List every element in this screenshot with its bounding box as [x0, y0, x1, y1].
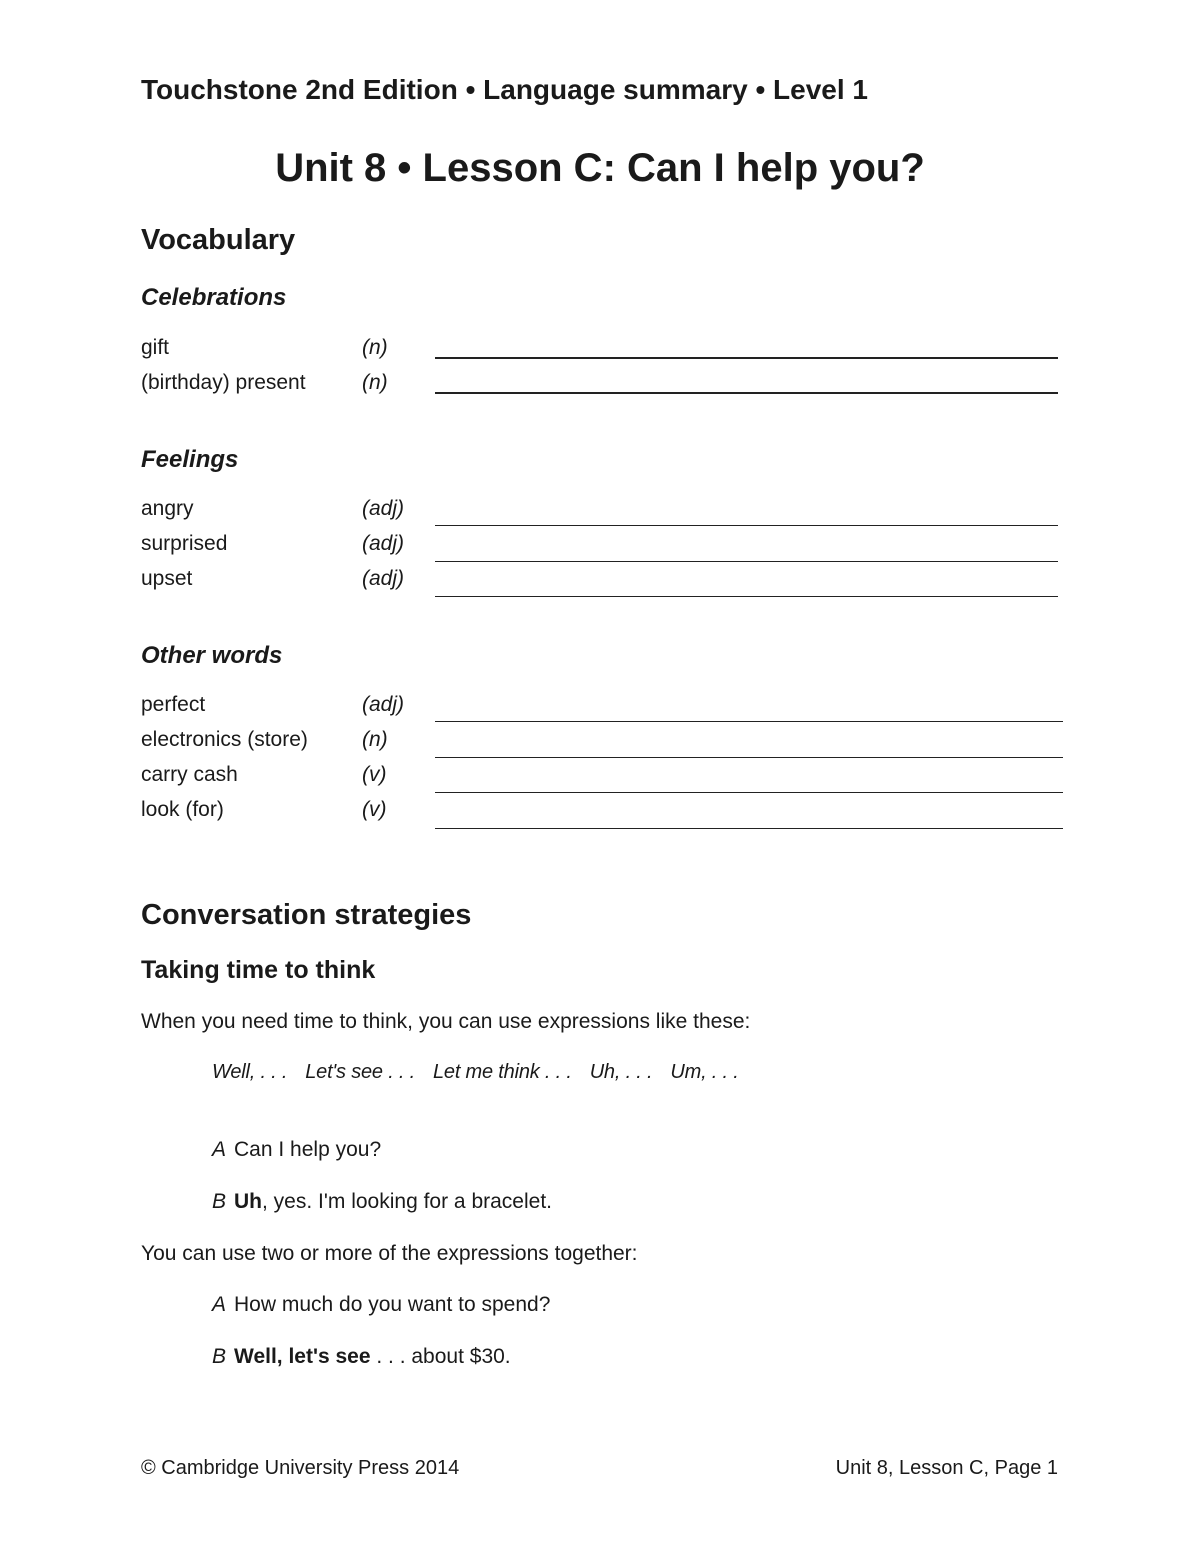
expression: Let's see . . .	[305, 1061, 415, 1083]
celebrations-heading: Celebrations	[141, 284, 287, 311]
vocab-part-of-speech: (adj)	[362, 567, 405, 590]
vocab-word: electronics (store)	[141, 728, 308, 751]
vocab-word: perfect	[141, 693, 206, 716]
feelings-heading: Feelings	[141, 446, 239, 473]
expression: Um, . . .	[670, 1061, 739, 1083]
vocab-part-of-speech: (v)	[362, 798, 387, 821]
vocab-row	[0, 371, 1200, 406]
vocabulary-heading: Vocabulary	[141, 224, 296, 256]
vocab-word: gift	[141, 336, 170, 359]
vocab-part-of-speech: (n)	[362, 728, 388, 751]
vocab-word: upset	[141, 567, 193, 590]
answer-line[interactable]	[435, 792, 1063, 793]
expression: Well, . . .	[212, 1061, 288, 1083]
vocab-row	[0, 798, 1200, 833]
speaker-label: A	[212, 1138, 227, 1161]
speaker-label: A	[212, 1293, 227, 1316]
highlighted-expression: Uh	[234, 1190, 263, 1213]
dialogue-line	[212, 1293, 550, 1317]
answer-line[interactable]	[435, 828, 1063, 829]
dialogue-text: How much do you want to spend?	[234, 1293, 551, 1316]
vocab-word: look (for)	[141, 798, 224, 821]
vocab-part-of-speech: (v)	[362, 763, 387, 786]
other-words-heading: Other words	[141, 642, 283, 669]
expression: Uh, . . .	[589, 1061, 653, 1083]
taking-time-heading: Taking time to think	[141, 956, 376, 984]
answer-line[interactable]	[435, 525, 1058, 526]
vocab-row	[0, 728, 1200, 763]
dialogue-line	[212, 1138, 381, 1162]
dialogue-text: . . . about $30.	[370, 1345, 511, 1368]
page-number-footer: Unit 8, Lesson C, Page 1	[835, 1457, 1058, 1479]
vocab-word: angry	[141, 497, 194, 520]
answer-line[interactable]	[435, 596, 1058, 597]
dialogue-line	[212, 1190, 552, 1214]
vocab-row	[0, 763, 1200, 798]
answer-line[interactable]	[435, 721, 1063, 722]
vocab-part-of-speech: (adj)	[362, 497, 405, 520]
speaker-label: B	[212, 1345, 227, 1368]
dialogue-line	[212, 1345, 511, 1369]
vocab-word: (birthday) present	[141, 371, 306, 394]
vocab-part-of-speech: (adj)	[362, 532, 405, 555]
vocab-part-of-speech: (adj)	[362, 693, 405, 716]
dialogue-text: Can I help you?	[234, 1138, 382, 1161]
speaker-label: B	[212, 1190, 227, 1213]
vocab-part-of-speech: (n)	[362, 336, 388, 359]
answer-line[interactable]	[435, 757, 1063, 758]
answer-line[interactable]	[435, 561, 1058, 562]
vocab-part-of-speech: (n)	[362, 371, 388, 394]
answer-line[interactable]	[435, 392, 1058, 394]
vocab-word: surprised	[141, 532, 228, 555]
expression: Let me think . . .	[433, 1061, 572, 1083]
vocab-row	[0, 567, 1200, 602]
intro-text-2: You can use two or more of the expressions together:	[141, 1242, 638, 1265]
copyright-footer: © Cambridge University Press 2014	[141, 1457, 460, 1479]
vocab-row	[0, 336, 1200, 371]
conversation-strategies-heading: Conversation strategies	[141, 899, 472, 931]
dialogue-text: , yes. I'm looking for a bracelet.	[262, 1190, 552, 1213]
vocab-word: carry cash	[141, 763, 238, 786]
vocab-row	[0, 532, 1200, 567]
expressions-list	[212, 1061, 757, 1084]
highlighted-expression: Well, let's see	[234, 1345, 371, 1368]
page-title: Unit 8 • Lesson C: Can I help you?	[275, 146, 925, 190]
vocab-row	[0, 497, 1200, 532]
intro-text: When you need time to think, you can use expressions like these:	[141, 1010, 751, 1033]
document-header: Touchstone 2nd Edition • Language summary • Level 1	[141, 74, 868, 105]
answer-line[interactable]	[435, 357, 1058, 359]
vocab-row	[0, 693, 1200, 728]
